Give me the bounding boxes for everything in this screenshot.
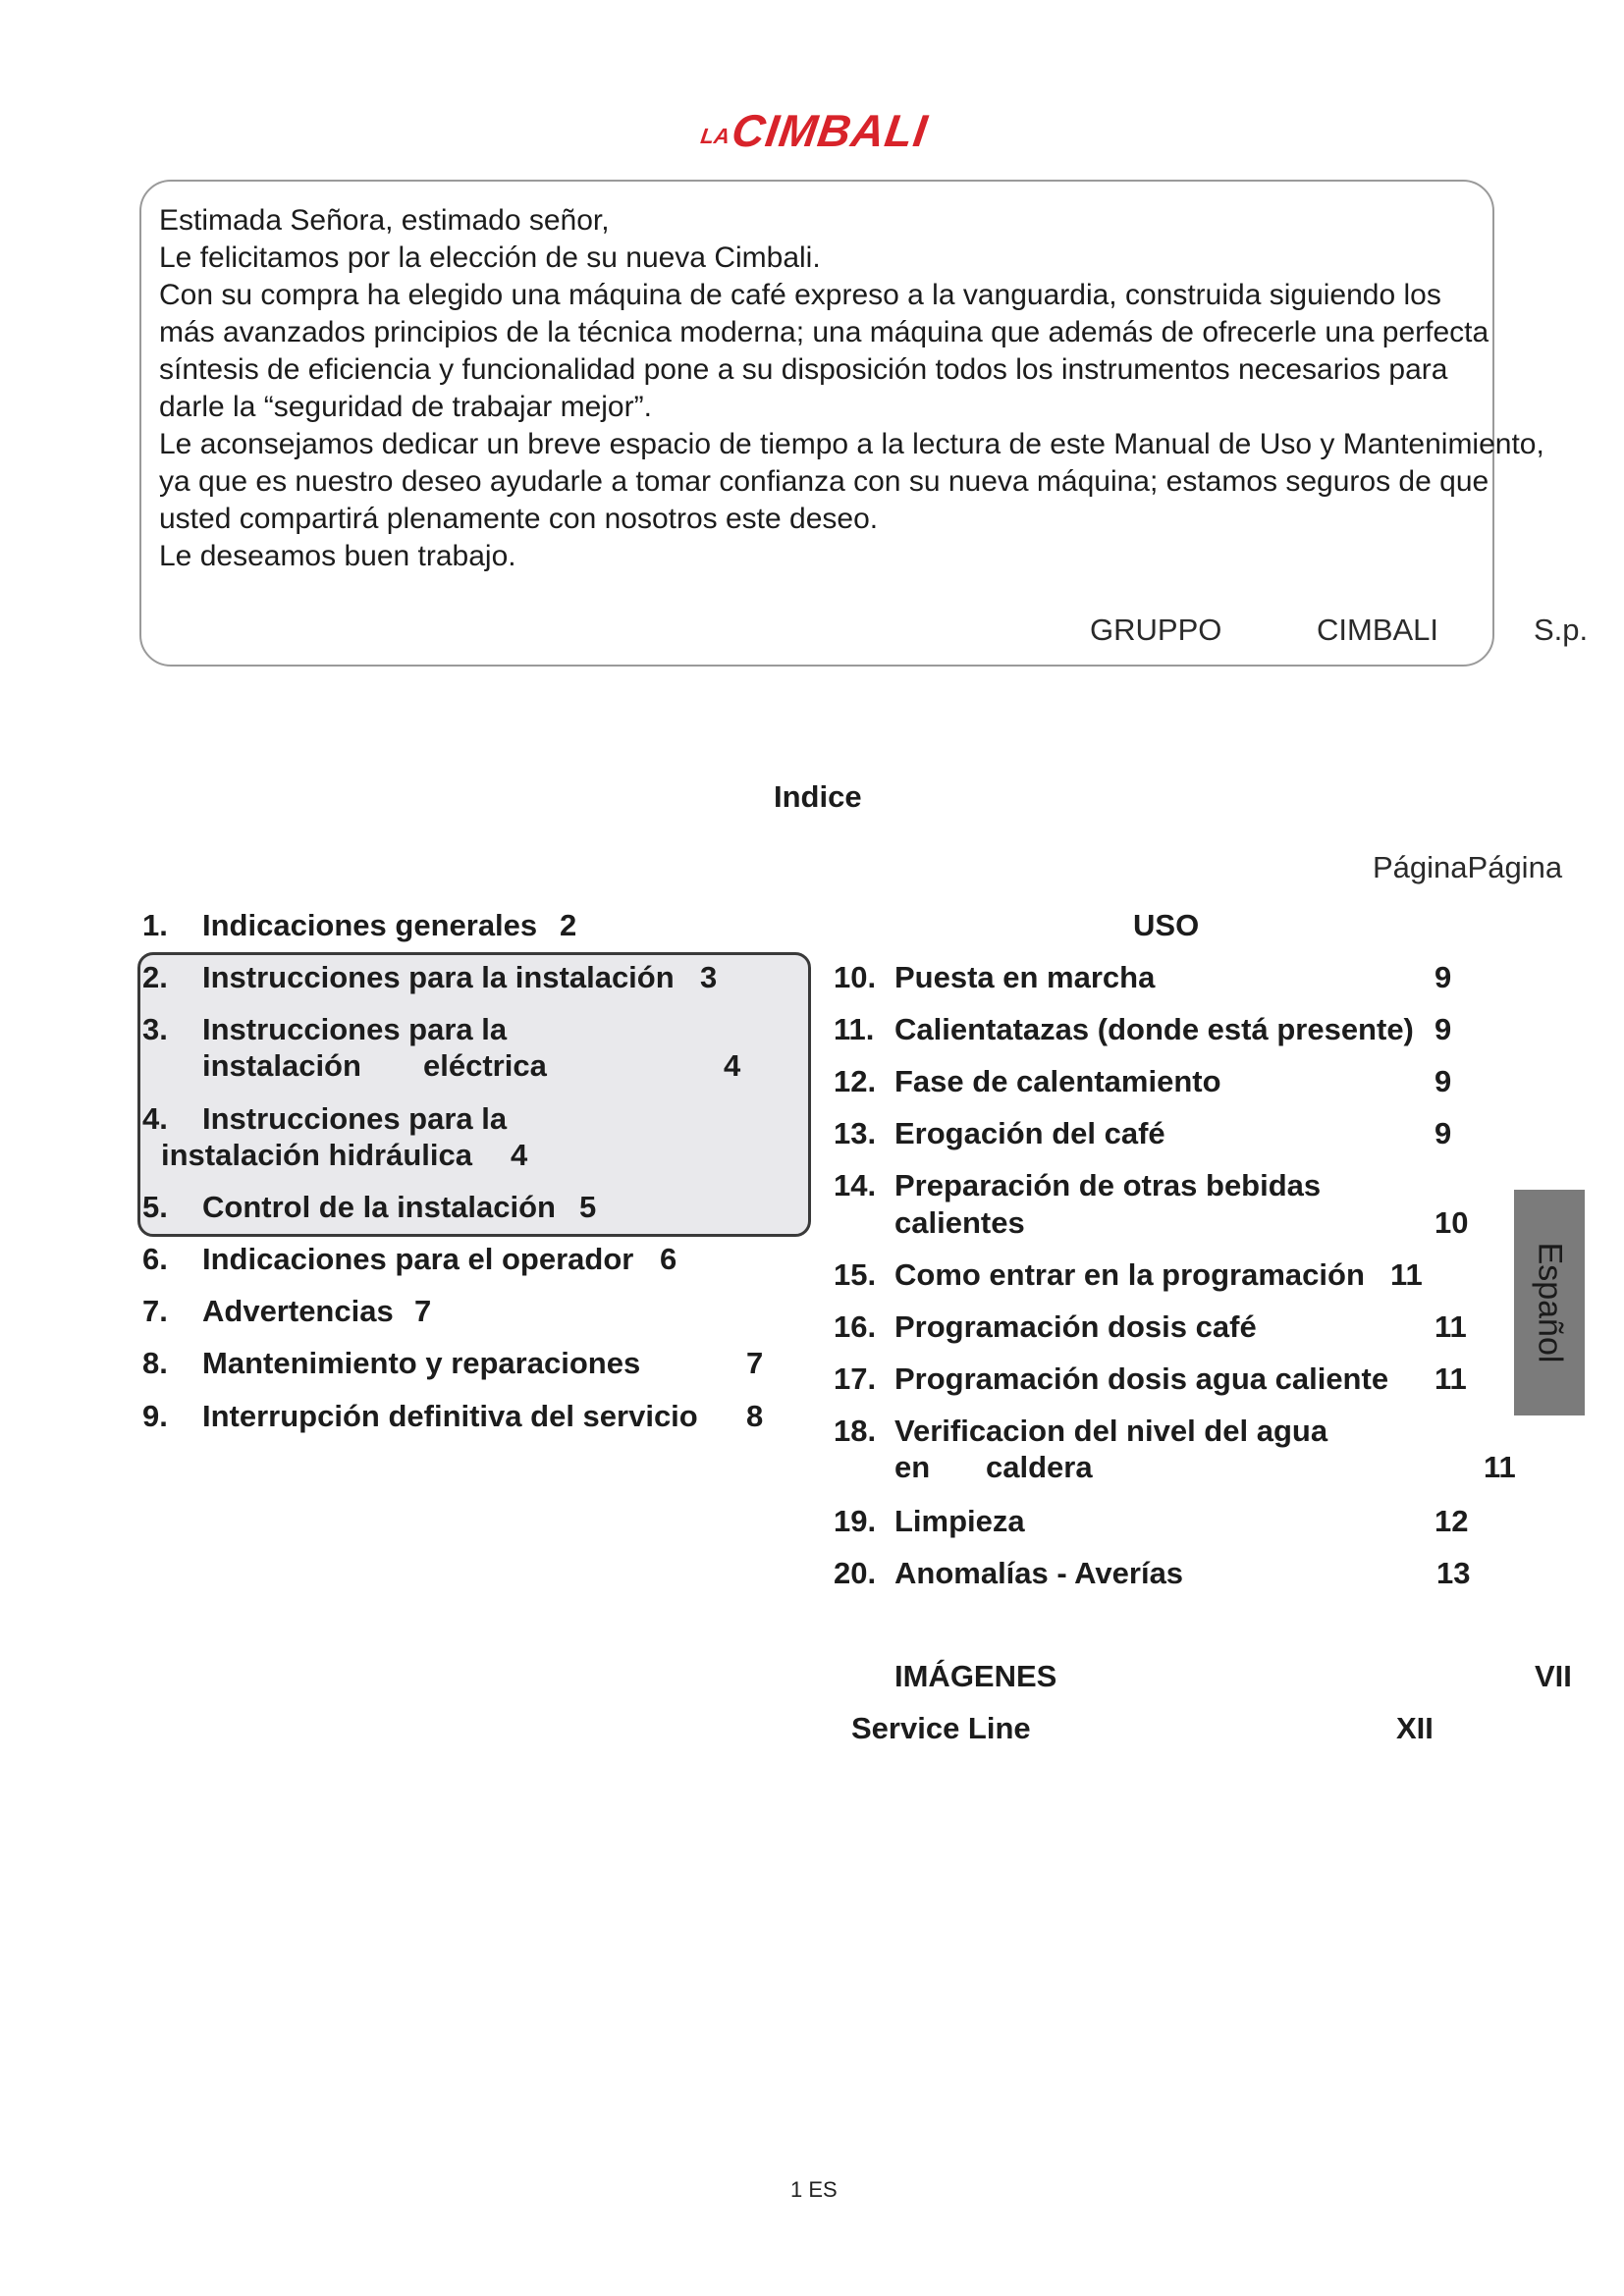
toc-number: 19. [834,1504,877,1538]
toc-service-line[interactable]: Service Line [851,1711,1031,1745]
toc-page: 7 [414,1294,432,1328]
toc-page: 6 [660,1242,677,1276]
toc-number: 14. [834,1168,877,1202]
toc-imagenes[interactable]: IMÁGENES [894,1659,1057,1693]
toc-number: 11. [834,1012,875,1046]
signature-gruppo: GRUPPO [1090,613,1222,647]
toc-page: 12 [1435,1504,1469,1538]
toc-number: 4. [142,1101,168,1136]
toc-title: caldera [986,1450,1093,1484]
toc-title: eléctrica [423,1048,547,1083]
toc-page: 11 [1484,1450,1516,1484]
toc-number: 6. [142,1242,168,1276]
toc-title: Anomalías - Averías [894,1556,1184,1590]
toc-page: 9 [1435,1064,1452,1098]
welcome-line: usted compartirá plenamente con nosotros este deseo. [159,503,879,535]
toc-title: Como entrar en la programación [894,1257,1365,1292]
toc-title: Interrupción definitiva del servicio [202,1399,698,1433]
toc-title: Mantenimiento y reparaciones [202,1346,641,1380]
toc-title: Programación dosis café [894,1309,1257,1344]
toc-title: instalación hidráulica [161,1138,472,1172]
toc-title: Programación dosis agua caliente [894,1362,1389,1396]
toc-number: 8. [142,1346,168,1380]
toc-page: 13 [1436,1556,1471,1590]
toc-title: Advertencias [202,1294,394,1328]
toc-number: 7. [142,1294,168,1328]
toc-number: 2. [142,960,168,994]
language-tab [1514,1190,1585,1415]
toc-number: 13. [834,1116,877,1150]
toc-page: 11 [1435,1362,1467,1396]
toc-title: Instrucciones para la [202,1012,508,1046]
toc-title: Erogación del café [894,1116,1165,1150]
welcome-line: síntesis de eficiencia y funcionalidad pone a su disposición todos los instrumentos necesarios para [159,353,1448,386]
toc-number: 15. [834,1257,877,1292]
toc-number: 20. [834,1556,877,1590]
toc-number: 1. [142,908,168,942]
toc-title: instalación [202,1048,361,1083]
toc-page: 4 [511,1138,528,1172]
toc-page: 11 [1390,1257,1423,1292]
toc-page: 9 [1435,1116,1452,1150]
toc-number: 17. [834,1362,877,1396]
toc-number: 9. [142,1399,168,1433]
welcome-line: Estimada Señora, estimado señor, [159,204,610,237]
toc-title: Preparación de otras bebidas [894,1168,1322,1202]
toc-page: 10 [1435,1205,1469,1240]
toc-title: Indicaciones para el operador [202,1242,634,1276]
language-tab-label: Español [1531,1242,1569,1363]
welcome-line: Le felicitamos por la elección de su nueva Cimbali. [159,241,821,274]
toc-page: 2 [560,908,577,942]
toc-page: 11 [1435,1309,1467,1344]
welcome-line: Le deseamos buen trabajo. [159,540,516,572]
toc-title: Instrucciones para la [202,1101,508,1136]
uso-header: USO [1133,908,1200,942]
toc-number: 3. [142,1012,168,1046]
toc-number: 16. [834,1309,877,1344]
toc-imagenes-page: VII [1535,1659,1572,1693]
toc-title: calientes [894,1205,1025,1240]
logo-prefix: LA [699,124,731,148]
signature-cimbali: CIMBALI [1317,613,1439,647]
welcome-line: más avanzados principios de la técnica moderna; una máquina que además de ofrecerle una perfecta [159,316,1489,348]
toc-page: 9 [1435,1012,1452,1046]
toc-title: Verificacion del nivel del agua [894,1414,1328,1448]
toc-title: Calientatazas (donde está presente) [894,1012,1414,1046]
toc-number: 12. [834,1064,877,1098]
toc-page: 9 [1435,960,1452,994]
index-title: Indice [774,779,862,814]
logo-brand: CIMBALI [729,105,932,156]
toc-page: 3 [700,960,718,994]
signature-spa: S.p. [1534,613,1589,647]
toc-title: Puesta en marcha [894,960,1156,994]
la-cimbali-logo [683,98,947,157]
welcome-line: darle la “seguridad de trabajar mejor”. [159,391,652,423]
toc-number: 5. [142,1190,168,1224]
welcome-line: ya que es nuestro deseo ayudarle a tomar confianza con su nueva máquina; estamos seguros de que [159,465,1489,498]
toc-title: Limpieza [894,1504,1025,1538]
toc-title: Indicaciones generales [202,908,538,942]
welcome-line: Con su compra ha elegido una máquina de café expreso a la vanguardia, construida siguiendo los [159,279,1441,311]
page-column-header: PáginaPágina [1373,850,1563,884]
welcome-text [159,202,1544,575]
toc-title: en [894,1450,931,1484]
welcome-line: Le aconsejamos dedicar un breve espacio de tiempo a la lectura de este Manual de Uso y Mantenimiento, [159,428,1544,460]
toc-title: Fase de calentamiento [894,1064,1221,1098]
toc-number: 18. [834,1414,877,1448]
toc-page: 8 [746,1399,764,1433]
toc-page: 4 [724,1048,741,1083]
page-number: 1 ES [790,2177,838,2202]
toc-number: 10. [834,960,877,994]
toc-title: Instrucciones para la instalación [202,960,675,994]
toc-title: Control de la instalación [202,1190,556,1224]
toc-page: 5 [579,1190,597,1224]
toc-page: 7 [746,1346,764,1380]
toc-service-line-page: XII [1396,1711,1434,1745]
